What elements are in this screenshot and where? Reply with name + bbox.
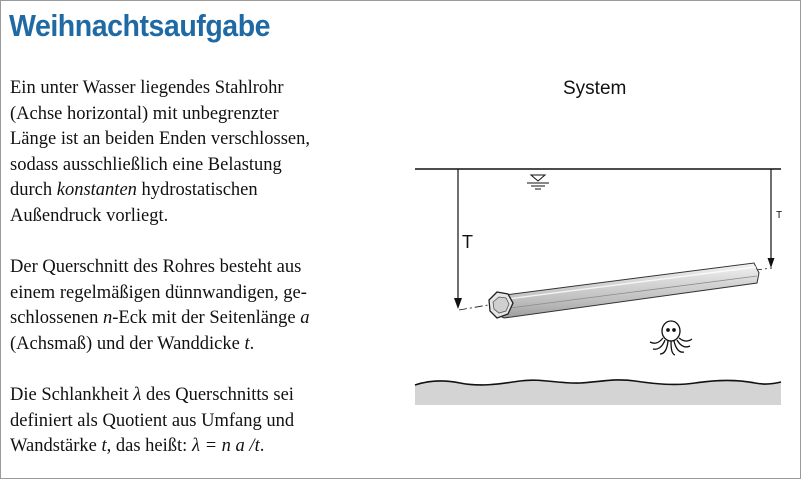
text-line: Länge ist an beiden Enden verschlossen, bbox=[10, 129, 311, 150]
system-label: System bbox=[563, 78, 627, 99]
text-fragment: , das heißt: bbox=[106, 436, 192, 457]
text-fragment: . bbox=[249, 333, 255, 354]
text-fragment: schlossenen bbox=[10, 308, 103, 329]
octopus-icon bbox=[650, 321, 692, 355]
text-line: definiert als Quotient aus Umfang und bbox=[10, 410, 295, 431]
emphasis: konstanten bbox=[56, 180, 137, 201]
text-line: sodass ausschließlich eine Belastung bbox=[10, 154, 282, 175]
depth-label-left: T bbox=[462, 232, 473, 252]
steel-pipe bbox=[489, 263, 759, 318]
text-line: einem regelmäßigen dünnwandigen, ge- bbox=[10, 282, 307, 303]
text-line: Ein unter Wasser liegendes Stahlrohr bbox=[10, 78, 284, 98]
pipe-axis-left bbox=[459, 304, 494, 310]
text-line: Der Querschnitt des Rohres besteht aus bbox=[10, 257, 302, 278]
formula: λ = n a /t bbox=[191, 436, 260, 457]
emphasis: n bbox=[103, 308, 113, 329]
pipe-axis-right bbox=[756, 268, 772, 270]
emphasis: λ bbox=[133, 385, 142, 406]
emphasis: t bbox=[244, 333, 250, 354]
depth-arrow-right bbox=[768, 169, 775, 268]
text-line: (Achse horizontal) mit unbegrenzter bbox=[10, 103, 279, 124]
text-fragment: durch bbox=[10, 180, 57, 201]
text-fragment: (Achsmaß) und der Wanddicke bbox=[10, 333, 245, 354]
text-line: Außendruck vorliegt. bbox=[10, 205, 169, 226]
page-title: Weihnachtsaufgabe bbox=[9, 8, 271, 43]
text-fragment: Die Schlankheit bbox=[10, 385, 134, 406]
text-fragment: . bbox=[259, 436, 265, 457]
depth-label-right: T bbox=[776, 210, 783, 221]
text-fragment: -Eck mit der Seitenlänge bbox=[112, 308, 301, 329]
emphasis: t bbox=[101, 436, 107, 457]
text-fragment: hydrostatischen bbox=[136, 180, 258, 201]
text-fragment: Wandstärke bbox=[10, 436, 102, 457]
text-fragment: des Querschnitts sei bbox=[141, 385, 294, 406]
emphasis: a bbox=[300, 308, 310, 329]
water-level-icon bbox=[527, 175, 549, 189]
seabed bbox=[415, 380, 781, 405]
depth-arrow-left bbox=[454, 169, 462, 309]
